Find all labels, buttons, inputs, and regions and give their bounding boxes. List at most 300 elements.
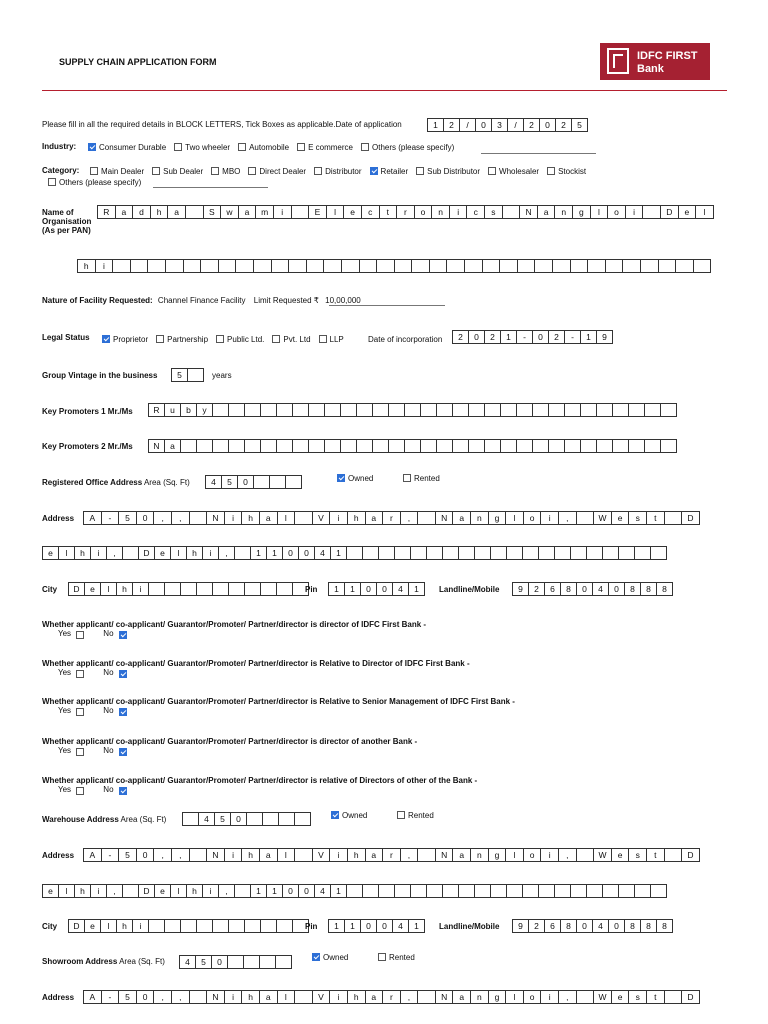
checkbox-icon[interactable] <box>76 708 84 716</box>
char-box[interactable] <box>362 884 379 898</box>
char-box[interactable]: i <box>90 546 107 560</box>
char-box[interactable]: 8 <box>560 582 577 596</box>
char-box[interactable] <box>650 884 667 898</box>
char-box[interactable] <box>587 259 606 273</box>
char-box[interactable] <box>164 582 181 596</box>
char-box[interactable] <box>522 884 539 898</box>
char-box[interactable]: , <box>400 511 419 525</box>
char-box[interactable] <box>650 546 667 560</box>
char-box[interactable] <box>196 582 213 596</box>
char-box[interactable] <box>244 582 261 596</box>
wh-address-row-1[interactable] <box>83 848 699 862</box>
char-box[interactable]: 1 <box>344 582 361 596</box>
char-box[interactable]: , <box>558 511 577 525</box>
char-box[interactable]: , <box>558 990 577 1004</box>
char-box[interactable]: g <box>572 205 591 219</box>
char-box[interactable] <box>458 546 475 560</box>
char-box[interactable] <box>122 884 139 898</box>
char-box[interactable]: i <box>540 990 559 1004</box>
char-box[interactable]: D <box>68 582 85 596</box>
char-box[interactable]: w <box>220 205 239 219</box>
char-box[interactable] <box>420 403 437 417</box>
char-box[interactable]: 2 <box>484 330 501 344</box>
char-box[interactable]: i <box>329 511 348 525</box>
char-box[interactable]: i <box>132 582 149 596</box>
char-box[interactable] <box>228 919 245 933</box>
char-box[interactable] <box>534 259 553 273</box>
char-box[interactable]: h <box>347 990 366 1004</box>
checkbox-option[interactable] <box>314 167 361 176</box>
char-box[interactable]: N <box>435 511 454 525</box>
org-name-row-1[interactable] <box>97 205 713 219</box>
char-box[interactable] <box>605 259 624 273</box>
char-box[interactable]: e <box>42 884 59 898</box>
char-box[interactable] <box>356 403 373 417</box>
checkbox-checked-icon[interactable] <box>119 670 127 678</box>
char-box[interactable]: 1 <box>266 546 283 560</box>
char-box[interactable]: 9 <box>596 330 613 344</box>
char-box[interactable]: 0 <box>136 990 155 1004</box>
char-box[interactable] <box>244 403 261 417</box>
char-box[interactable] <box>275 955 292 969</box>
char-box[interactable] <box>372 439 389 453</box>
char-box[interactable]: n <box>431 205 450 219</box>
reg-rented[interactable] <box>403 474 440 483</box>
char-box[interactable]: , <box>153 511 172 525</box>
char-box[interactable] <box>410 546 427 560</box>
checkbox-option[interactable] <box>488 167 539 176</box>
char-box[interactable]: , <box>558 848 577 862</box>
char-box[interactable]: 5 <box>571 118 588 132</box>
char-box[interactable] <box>200 259 219 273</box>
char-box[interactable]: l <box>58 884 75 898</box>
char-box[interactable] <box>388 439 405 453</box>
char-box[interactable]: h <box>241 511 260 525</box>
char-box[interactable]: e <box>611 848 630 862</box>
char-box[interactable] <box>628 439 645 453</box>
checkbox-icon[interactable] <box>156 335 164 343</box>
char-box[interactable]: 4 <box>198 812 215 826</box>
char-box[interactable] <box>234 884 251 898</box>
char-box[interactable]: , <box>218 546 235 560</box>
char-box[interactable]: , <box>171 848 190 862</box>
char-box[interactable] <box>660 439 677 453</box>
char-box[interactable]: 0 <box>608 919 625 933</box>
date-of-application[interactable] <box>427 118 587 132</box>
showroom-rented[interactable] <box>378 953 415 962</box>
char-box[interactable] <box>260 439 277 453</box>
char-box[interactable] <box>490 546 507 560</box>
char-box[interactable] <box>285 475 302 489</box>
char-box[interactable]: c <box>361 205 380 219</box>
char-box[interactable]: s <box>628 848 647 862</box>
char-box[interactable]: t <box>646 848 665 862</box>
char-box[interactable] <box>288 259 307 273</box>
char-box[interactable]: e <box>678 205 697 219</box>
char-box[interactable]: , <box>218 884 235 898</box>
char-box[interactable]: , <box>171 511 190 525</box>
char-box[interactable]: e <box>154 546 171 560</box>
category-others-line[interactable] <box>153 187 268 188</box>
char-box[interactable]: 8 <box>624 919 641 933</box>
char-box[interactable]: 1 <box>250 546 267 560</box>
category-options[interactable] <box>90 167 594 176</box>
char-box[interactable]: h <box>241 990 260 1004</box>
checkbox-option[interactable] <box>152 167 203 176</box>
checkbox-icon[interactable] <box>174 143 182 151</box>
char-box[interactable]: 1 <box>328 582 345 596</box>
char-box[interactable]: 2 <box>523 118 540 132</box>
yes-no-row[interactable] <box>58 746 130 756</box>
char-box[interactable]: 0 <box>376 919 393 933</box>
date-of-incorporation[interactable] <box>452 330 612 344</box>
char-box[interactable]: W <box>593 511 612 525</box>
promoter1-input[interactable] <box>148 403 676 417</box>
char-box[interactable] <box>532 439 549 453</box>
char-box[interactable]: l <box>100 919 117 933</box>
char-box[interactable] <box>516 403 533 417</box>
char-box[interactable]: N <box>435 990 454 1004</box>
char-box[interactable] <box>429 259 448 273</box>
char-box[interactable] <box>130 259 149 273</box>
char-box[interactable] <box>196 919 213 933</box>
char-box[interactable]: h <box>116 919 133 933</box>
char-box[interactable] <box>628 403 645 417</box>
char-box[interactable]: l <box>505 990 524 1004</box>
char-box[interactable]: / <box>507 118 524 132</box>
char-box[interactable]: l <box>277 511 296 525</box>
promoter2-input[interactable] <box>148 439 676 453</box>
char-box[interactable] <box>259 955 276 969</box>
char-box[interactable]: 5 <box>171 368 188 382</box>
checkbox-icon[interactable] <box>488 167 496 175</box>
char-box[interactable]: N <box>148 439 165 453</box>
char-box[interactable]: l <box>58 546 75 560</box>
char-box[interactable]: i <box>95 259 114 273</box>
char-box[interactable]: D <box>681 511 700 525</box>
char-box[interactable]: g <box>488 848 507 862</box>
char-box[interactable]: 4 <box>392 919 409 933</box>
char-box[interactable] <box>308 403 325 417</box>
char-box[interactable]: a <box>259 990 278 1004</box>
char-box[interactable]: o <box>523 990 542 1004</box>
char-box[interactable] <box>576 848 595 862</box>
char-box[interactable]: , <box>106 546 123 560</box>
checkbox-checked-icon[interactable] <box>331 811 339 819</box>
reg-area-input[interactable] <box>205 475 301 489</box>
char-box[interactable] <box>516 439 533 453</box>
checkbox-option[interactable] <box>297 143 353 152</box>
checkbox-checked-icon[interactable] <box>370 167 378 175</box>
char-box[interactable]: i <box>329 848 348 862</box>
char-box[interactable] <box>185 205 204 219</box>
char-box[interactable] <box>570 546 587 560</box>
checkbox-icon[interactable] <box>48 178 56 186</box>
char-box[interactable] <box>464 259 483 273</box>
char-box[interactable]: 0 <box>360 582 377 596</box>
char-box[interactable]: o <box>607 205 626 219</box>
char-box[interactable] <box>187 368 204 382</box>
char-box[interactable] <box>564 403 581 417</box>
char-box[interactable] <box>484 403 501 417</box>
char-box[interactable]: a <box>365 990 384 1004</box>
char-box[interactable]: i <box>224 848 243 862</box>
checkbox-icon[interactable] <box>152 167 160 175</box>
char-box[interactable] <box>576 990 595 1004</box>
char-box[interactable] <box>642 205 661 219</box>
char-box[interactable] <box>660 403 677 417</box>
char-box[interactable]: 2 <box>528 582 545 596</box>
industry-options[interactable] <box>88 143 462 152</box>
char-box[interactable]: b <box>180 403 197 417</box>
char-box[interactable] <box>376 259 395 273</box>
char-box[interactable]: 1 <box>328 919 345 933</box>
char-box[interactable] <box>596 439 613 453</box>
char-box[interactable]: 0 <box>539 118 556 132</box>
char-box[interactable]: i <box>329 990 348 1004</box>
char-box[interactable] <box>260 919 277 933</box>
reg-phone-input[interactable] <box>512 582 672 596</box>
char-box[interactable]: e <box>611 511 630 525</box>
char-box[interactable]: a <box>259 848 278 862</box>
char-box[interactable] <box>499 259 518 273</box>
char-box[interactable]: u <box>164 403 181 417</box>
warehouse-area-input[interactable] <box>182 812 310 826</box>
char-box[interactable] <box>452 439 469 453</box>
char-box[interactable] <box>564 439 581 453</box>
char-box[interactable] <box>372 403 389 417</box>
checkbox-option[interactable] <box>547 167 586 176</box>
char-box[interactable]: 0 <box>576 582 593 596</box>
char-box[interactable]: n <box>470 990 489 1004</box>
char-box[interactable] <box>484 439 501 453</box>
char-box[interactable]: d <box>132 205 151 219</box>
checkbox-checked-icon[interactable] <box>312 953 320 961</box>
checkbox-icon[interactable] <box>403 474 411 482</box>
char-box[interactable] <box>260 403 277 417</box>
char-box[interactable] <box>292 439 309 453</box>
char-box[interactable] <box>269 475 286 489</box>
checkbox-icon[interactable] <box>378 953 386 961</box>
char-box[interactable]: n <box>470 511 489 525</box>
char-box[interactable]: i <box>625 205 644 219</box>
checkbox-option[interactable] <box>174 143 230 152</box>
char-box[interactable]: N <box>435 848 454 862</box>
char-box[interactable] <box>622 259 641 273</box>
reg-address-row-1[interactable] <box>83 511 699 525</box>
char-box[interactable]: , <box>106 884 123 898</box>
checkbox-option[interactable] <box>156 335 208 344</box>
char-box[interactable]: , <box>400 990 419 1004</box>
char-box[interactable] <box>634 884 651 898</box>
char-box[interactable]: a <box>164 439 181 453</box>
vintage-input[interactable] <box>171 368 203 382</box>
char-box[interactable] <box>189 990 208 1004</box>
char-box[interactable]: D <box>660 205 679 219</box>
char-box[interactable]: a <box>238 205 257 219</box>
char-box[interactable] <box>446 259 465 273</box>
char-box[interactable] <box>580 403 597 417</box>
char-box[interactable]: N <box>206 511 225 525</box>
char-box[interactable]: 0 <box>360 919 377 933</box>
char-box[interactable] <box>294 511 313 525</box>
char-box[interactable]: i <box>449 205 468 219</box>
char-box[interactable]: 8 <box>656 582 673 596</box>
checkbox-icon[interactable] <box>76 631 84 639</box>
char-box[interactable] <box>490 884 507 898</box>
char-box[interactable]: y <box>196 403 213 417</box>
reg-address-row-2[interactable] <box>42 546 666 560</box>
char-box[interactable]: e <box>343 205 362 219</box>
checkbox-checked-icon[interactable] <box>88 143 96 151</box>
char-box[interactable] <box>122 546 139 560</box>
char-box[interactable]: h <box>74 884 91 898</box>
char-box[interactable] <box>378 546 395 560</box>
char-box[interactable]: D <box>681 990 700 1004</box>
yes-no-row[interactable] <box>58 668 130 678</box>
checkbox-option[interactable] <box>102 335 148 344</box>
char-box[interactable]: 1 <box>408 919 425 933</box>
char-box[interactable] <box>394 884 411 898</box>
char-box[interactable]: 4 <box>205 475 222 489</box>
char-box[interactable]: D <box>68 919 85 933</box>
char-box[interactable]: a <box>452 511 471 525</box>
char-box[interactable]: r <box>396 205 415 219</box>
char-box[interactable]: 5 <box>221 475 238 489</box>
char-box[interactable] <box>442 884 459 898</box>
char-box[interactable] <box>253 259 272 273</box>
warehouse-owned[interactable] <box>331 811 367 820</box>
char-box[interactable] <box>675 259 694 273</box>
char-box[interactable] <box>693 259 712 273</box>
char-box[interactable]: i <box>540 511 559 525</box>
char-box[interactable]: 0 <box>282 884 299 898</box>
char-box[interactable] <box>212 403 229 417</box>
checkbox-option[interactable] <box>238 143 289 152</box>
showroom-owned[interactable] <box>312 953 348 962</box>
checkbox-checked-icon[interactable] <box>337 474 345 482</box>
char-box[interactable] <box>243 955 260 969</box>
char-box[interactable]: o <box>523 511 542 525</box>
char-box[interactable]: e <box>84 582 101 596</box>
char-box[interactable] <box>359 259 378 273</box>
char-box[interactable]: A <box>83 990 102 1004</box>
char-box[interactable]: 2 <box>555 118 572 132</box>
char-box[interactable]: - <box>564 330 581 344</box>
char-box[interactable] <box>246 812 263 826</box>
char-box[interactable] <box>517 259 536 273</box>
char-box[interactable]: o <box>414 205 433 219</box>
char-box[interactable]: 0 <box>475 118 492 132</box>
checkbox-icon[interactable] <box>319 335 327 343</box>
char-box[interactable]: 2 <box>528 919 545 933</box>
char-box[interactable] <box>323 259 342 273</box>
char-box[interactable]: 2 <box>452 330 469 344</box>
checkbox-option[interactable] <box>361 143 454 152</box>
char-box[interactable] <box>411 259 430 273</box>
char-box[interactable]: 8 <box>560 919 577 933</box>
char-box[interactable]: , <box>153 990 172 1004</box>
char-box[interactable] <box>341 259 360 273</box>
char-box[interactable] <box>458 884 475 898</box>
char-box[interactable] <box>346 884 363 898</box>
char-box[interactable] <box>570 884 587 898</box>
char-box[interactable]: 2 <box>548 330 565 344</box>
char-box[interactable]: 1 <box>427 118 444 132</box>
checkbox-icon[interactable] <box>238 143 246 151</box>
checkbox-icon[interactable] <box>314 167 322 175</box>
char-box[interactable]: 0 <box>608 582 625 596</box>
char-box[interactable]: e <box>84 919 101 933</box>
char-box[interactable] <box>452 403 469 417</box>
char-box[interactable]: a <box>115 205 134 219</box>
char-box[interactable]: h <box>186 546 203 560</box>
char-box[interactable]: m <box>255 205 274 219</box>
checkbox-icon[interactable] <box>216 335 224 343</box>
checkbox-icon[interactable] <box>272 335 280 343</box>
char-box[interactable]: a <box>259 511 278 525</box>
char-box[interactable] <box>356 439 373 453</box>
char-box[interactable] <box>340 403 357 417</box>
char-box[interactable]: o <box>523 848 542 862</box>
char-box[interactable]: l <box>590 205 609 219</box>
char-box[interactable] <box>417 990 436 1004</box>
char-box[interactable]: l <box>277 848 296 862</box>
char-box[interactable]: i <box>90 884 107 898</box>
checkbox-icon[interactable] <box>361 143 369 151</box>
checkbox-option[interactable] <box>88 143 166 152</box>
char-box[interactable] <box>538 884 555 898</box>
char-box[interactable] <box>180 919 197 933</box>
char-box[interactable] <box>532 403 549 417</box>
char-box[interactable] <box>522 546 539 560</box>
char-box[interactable] <box>570 259 589 273</box>
char-box[interactable]: D <box>681 848 700 862</box>
warehouse-rented[interactable] <box>397 811 434 820</box>
char-box[interactable]: 0 <box>532 330 549 344</box>
char-box[interactable]: t <box>646 990 665 1004</box>
checkbox-checked-icon[interactable] <box>102 335 110 343</box>
checkbox-icon[interactable] <box>397 811 405 819</box>
char-box[interactable]: 0 <box>230 812 247 826</box>
checkbox-icon[interactable] <box>416 167 424 175</box>
char-box[interactable] <box>228 439 245 453</box>
char-box[interactable] <box>602 884 619 898</box>
char-box[interactable]: 3 <box>491 118 508 132</box>
char-box[interactable]: a <box>452 990 471 1004</box>
checkbox-icon[interactable] <box>90 167 98 175</box>
char-box[interactable] <box>586 546 603 560</box>
char-box[interactable] <box>404 439 421 453</box>
char-box[interactable]: E <box>308 205 327 219</box>
char-box[interactable] <box>147 259 166 273</box>
char-box[interactable]: g <box>488 990 507 1004</box>
char-box[interactable] <box>426 884 443 898</box>
char-box[interactable] <box>189 511 208 525</box>
char-box[interactable]: a <box>365 848 384 862</box>
char-box[interactable] <box>294 990 313 1004</box>
char-box[interactable]: 0 <box>136 848 155 862</box>
char-box[interactable]: - <box>101 848 120 862</box>
char-box[interactable] <box>278 812 295 826</box>
checkbox-option[interactable] <box>319 335 344 344</box>
char-box[interactable] <box>618 546 635 560</box>
char-box[interactable]: n <box>470 848 489 862</box>
char-box[interactable]: h <box>347 511 366 525</box>
reg-city-input[interactable] <box>68 582 308 596</box>
wh-address-row-2[interactable] <box>42 884 666 898</box>
char-box[interactable]: 4 <box>179 955 196 969</box>
